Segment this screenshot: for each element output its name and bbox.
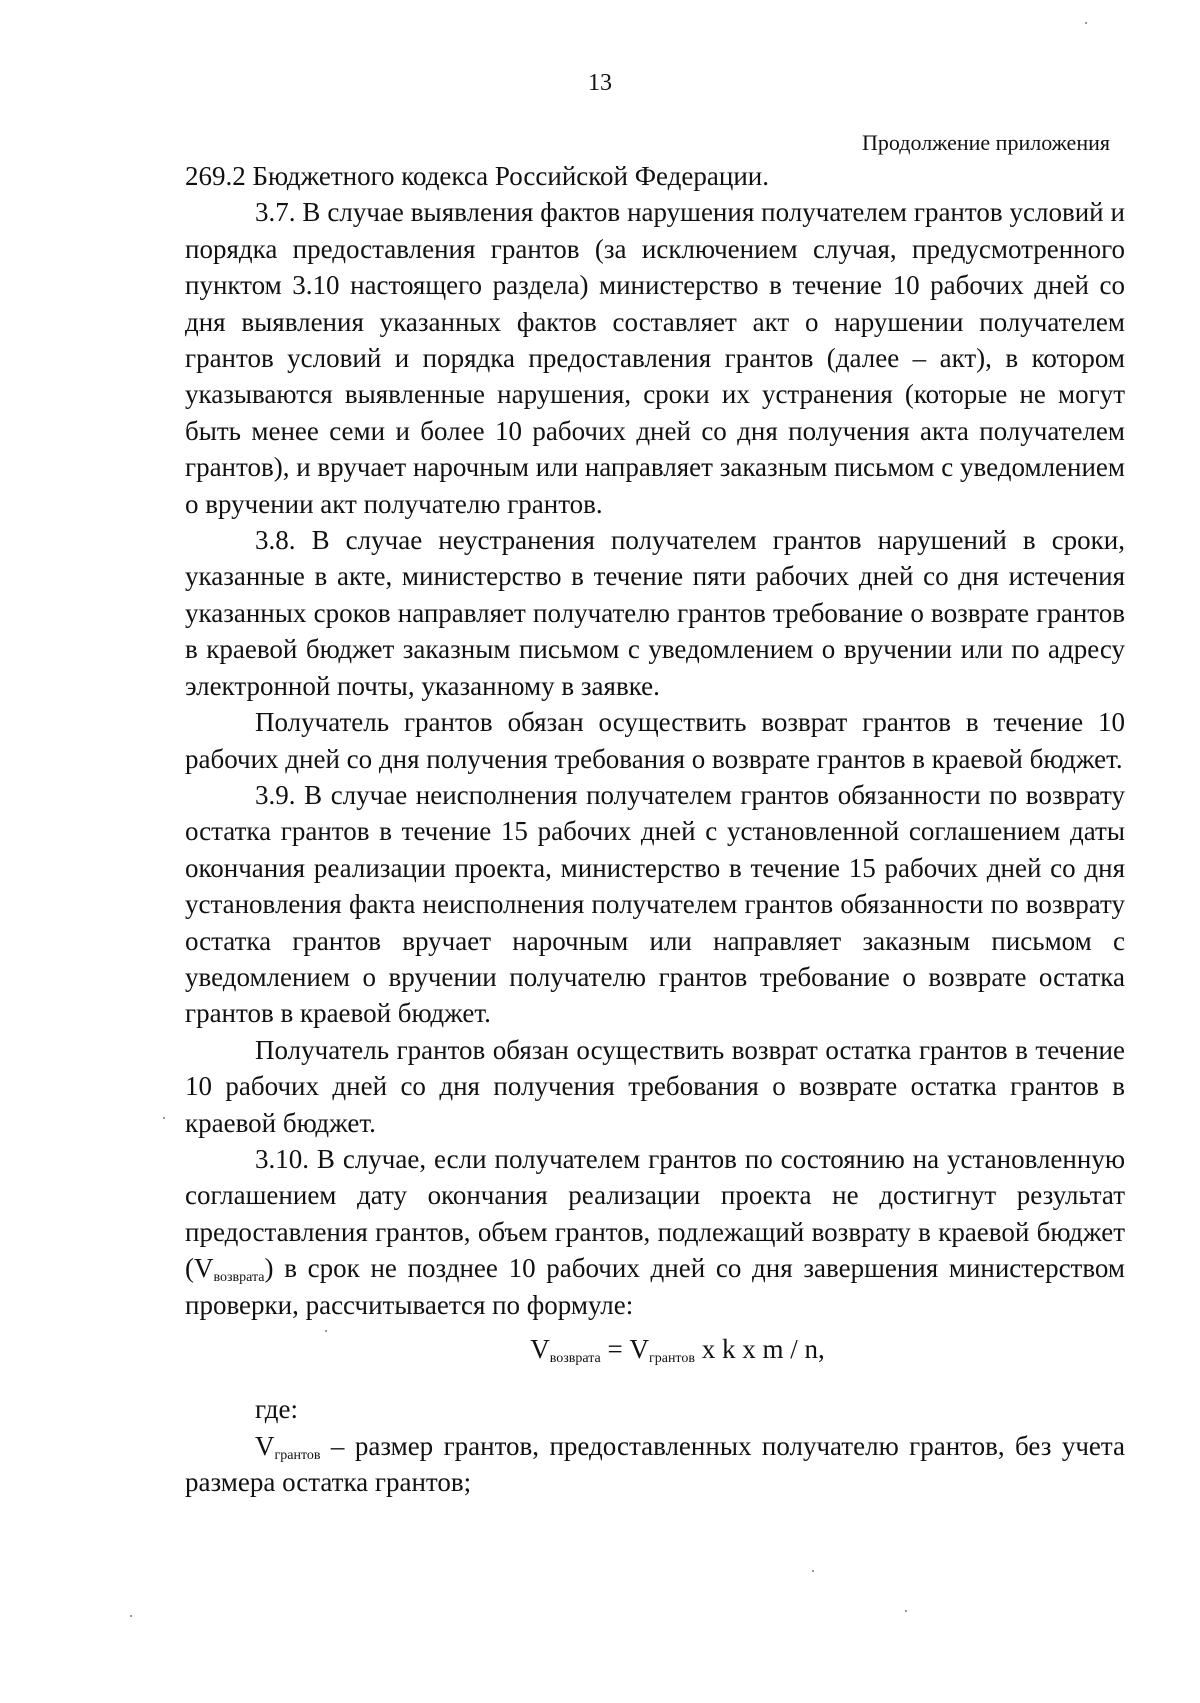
paragraph-0: 269.2 Бюджетного кодекса Российской Федерации. [185,161,769,191]
where-label: где: [255,1394,298,1425]
paragraph-3-10 [185,1141,1125,1323]
paragraph-3-10-text-b: ) в срок не позднее 10 рабочих дней со дня завершения министерством проверки, рассчитывается по формуле: [185,1253,1125,1320]
definition-v-grants [185,1428,1125,1501]
paragraph-3-9-return: Получатель грантов обязан осуществить возврат остатка грантов в течение 10 рабочих дней со дня получения требования о возврате остатка грантов в краевой бюджет. [185,1034,1125,1138]
scan-speck [130,1615,132,1617]
formula-sub-grants: грантов [648,1351,695,1366]
formula [185,1331,1125,1367]
subscript-vozvrata: возврата [213,1270,265,1286]
scan-speck [325,1330,327,1332]
formula-sub-return: возврата [549,1351,601,1366]
scan-speck [905,1610,907,1612]
formula-v-return: V [530,1334,550,1364]
paragraph-3-10-text-a: 3.10. В случае, если получателем грантов по состоянию на установленную соглашением дату окончания реализации проекта не достигнут результат предоставления грантов, объем грантов, подлежащий возврату в краевой бюджет (V [185,1143,1125,1284]
paragraph-3-7: 3.7. В случае выявления фактов нарушения получателем грантов условий и порядка предоставления грантов (за исключением случая, предусмотренного пунктом 3.10 настоящего раздела) министерство в течение 10 рабочих дней со дня выявления указанных фактов составляет акт о нарушении получателем грантов условий и порядка предоставления грантов (далее – акт), в котором указываются выявленные нарушения, сроки их устранения (которые не могут быть менее семи и более 10 рабочих дней со дня получения акта получателем грантов), и вручает нарочным или направляет заказным письмом с уведомлением о вручении акт получателю грантов. [185,197,1125,519]
definition-sub: грантов [274,1447,321,1463]
page-number: 13 [588,70,612,96]
paragraph-3-8: 3.8. В случае неустранения получателем грантов нарушений в сроки, указанные в акте, министерство в течение пяти рабочих дней со дня истечения указанных сроков направляет получателю грантов требование о возврате грантов в краевой бюджет заказным письмом с уведомлением о вручении или по адресу электронной почты, указанному в заявке. [185,525,1125,701]
formula-equals: = V [600,1334,649,1364]
scan-speck [1085,22,1087,24]
body-text [185,158,1125,1501]
definition-v: V [255,1430,275,1461]
paragraph-3-8-return: Получатель грантов обязан осуществить возврат грантов в течение 10 рабочих дней со дня получения требования о возврате грантов в краевой бюджет. [185,707,1125,774]
paragraph-3-9: 3.9. В случае неисполнения получателем грантов обязанности по возврату остатка грантов в течение 15 рабочих дней с установленной соглашением даты окончания реализации проекта, министерство в течение 15 рабочих дней со дня установления факта неисполнения получателем грантов обязанности по возврату остатка грантов вручает нарочным или направляет заказным письмом с уведомлением о вручении получателю грантов требование о возврате остатка грантов в краевой бюджет. [185,779,1125,1029]
formula-rest: x k x m / n, [694,1334,825,1364]
scan-speck [163,1117,165,1119]
continuation-label: Продолжение приложения [862,130,1110,155]
scan-speck [812,1570,814,1572]
definition-text: – размер грантов, предоставленных получателю грантов, без учета размера остатка грантов; [185,1430,1125,1498]
